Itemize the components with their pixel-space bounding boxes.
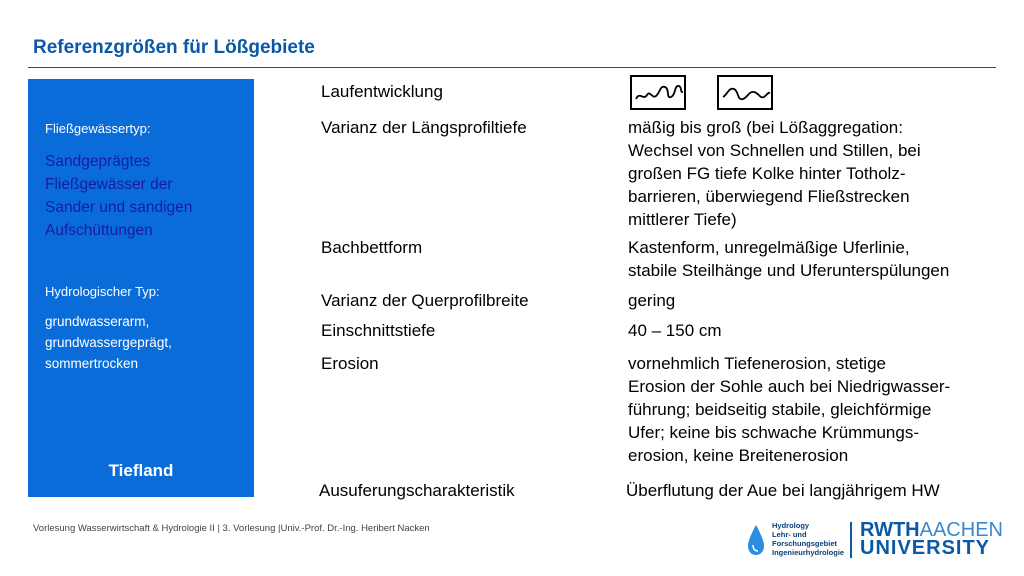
region-label: Tiefland: [108, 461, 174, 480]
footer-text: Vorlesung Wasserwirtschaft & Hydrologie II | 3. Vorlesung |Univ.-Prof. Dr.-Ing. Heribert Nacken: [33, 523, 430, 534]
value-line: barrieren, überwiegend Fließstrecken: [628, 187, 910, 206]
hydro-type-line: grundwasserarm,: [45, 314, 150, 329]
value-line: stabile Steilhänge und Uferunterspülungen: [628, 261, 950, 280]
value-line: Kastenform, unregelmäßige Uferlinie,: [628, 238, 910, 257]
water-drop-icon: [746, 523, 766, 557]
rwth-logo: [860, 521, 1003, 557]
value-line: führung; beidseitig stabile, gleichförmige: [628, 400, 932, 419]
river-type-value: [45, 150, 192, 242]
hydrology-logo: [746, 521, 845, 561]
value-line: Ufer; keine bis schwache Krümmungs-: [628, 423, 920, 442]
hydro-logo-line: Ingenieurhydrologie: [772, 548, 845, 557]
row-label-laufentwicklung: Laufentwicklung: [321, 82, 443, 101]
hydro-logo-line: Hydrology: [772, 521, 810, 530]
logo-divider: [850, 522, 852, 558]
river-type-line: Sander und sandigen: [45, 199, 193, 216]
row-label-querprofil: Varianz der Querprofilbreite: [321, 291, 529, 310]
title-divider: [28, 67, 996, 68]
value-line: mäßig bis groß (bei Lößaggregation:: [628, 118, 903, 137]
value-line: mittlerer Tiefe): [628, 210, 737, 229]
meander-icon: [630, 75, 686, 110]
hydro-type-line: sommertrocken: [45, 356, 139, 371]
hydro-logo-line: Lehr- und: [772, 530, 807, 539]
hydrology-logo-text: [772, 521, 844, 557]
rwth-logo-bold: RWTH: [860, 519, 920, 541]
value-line: erosion, keine Breitenerosion: [628, 446, 849, 465]
row-value-einschnitt: 40 – 150 cm: [628, 321, 722, 340]
row-label-bachbettform: Bachbettform: [321, 238, 423, 257]
hydro-logo-line: Forschungsgebiet: [772, 539, 838, 548]
river-type-line: Fließgewässer der: [45, 176, 173, 193]
river-type-line: Aufschüttungen: [45, 222, 153, 239]
row-label-ausuferung: Ausuferungscharakteristik: [319, 481, 515, 500]
hydro-type-value: [45, 311, 172, 374]
river-type-label: Fließgewässertyp:: [45, 121, 151, 136]
row-value-laengsprofil: [628, 116, 921, 231]
value-line: großen FG tiefe Kolke hinter Totholz-: [628, 164, 906, 183]
page-title: Referenzgrößen für Lößgebiete: [33, 37, 315, 58]
rwth-logo-university: UNIVERSITY: [860, 537, 991, 559]
hydro-type-label: Hydrologischer Typ:: [45, 284, 160, 299]
row-label-einschnitt: Einschnittstiefe: [321, 321, 436, 340]
value-line: Erosion der Sohle auch bei Niedrigwasser-: [628, 377, 951, 396]
sidebar-panel: [28, 79, 254, 497]
value-line: vornehmlich Tiefenerosion, stetige: [628, 354, 886, 373]
row-label-erosion: Erosion: [321, 354, 379, 373]
meander-icon: [717, 75, 773, 110]
row-value-bachbettform: [628, 236, 949, 282]
row-label-laengsprofil: Varianz der Längsprofiltiefe: [321, 118, 527, 137]
value-line: Wechsel von Schnellen und Stillen, bei: [628, 141, 921, 160]
hydro-type-line: grundwassergeprägt,: [45, 335, 172, 350]
river-type-line: Sandgeprägtes: [45, 153, 151, 170]
rwth-logo-light: AACHEN: [919, 519, 1003, 541]
row-value-erosion: [628, 352, 950, 467]
row-value-querprofil: gering: [628, 291, 676, 310]
row-value-ausuferung: Überflutung der Aue bei langjährigem HW: [626, 481, 940, 500]
